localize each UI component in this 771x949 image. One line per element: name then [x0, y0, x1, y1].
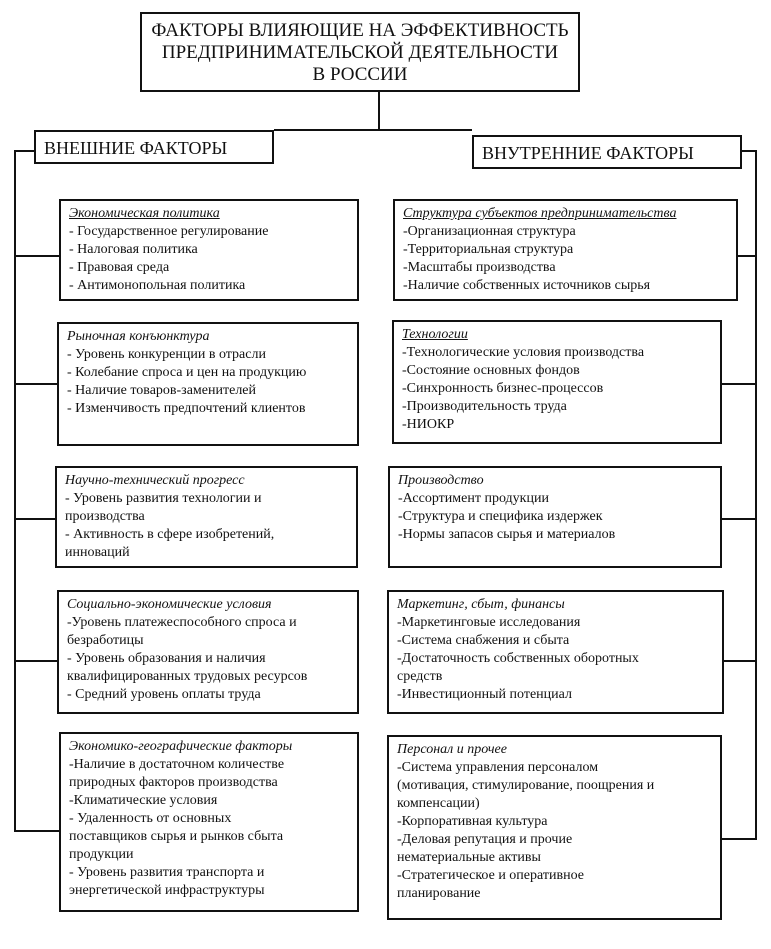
box-title: Социально-экономические условия — [67, 597, 272, 612]
box-title: Технологии — [402, 327, 468, 342]
list-item: - Правовая среда — [69, 260, 170, 275]
list-item: компенсации) — [397, 796, 480, 811]
list-item: - Изменчивость предпочтений клиентов — [67, 401, 306, 416]
external-branch-4 — [14, 660, 57, 662]
internal-box-production — [388, 466, 722, 568]
list-item: планирование — [397, 886, 481, 901]
list-item: -Технологические условия производства — [402, 345, 645, 360]
list-item: -Уровень платежеспособного спроса и — [67, 615, 297, 630]
box-title: Структура субъектов предпринимательства — [403, 206, 677, 221]
list-item: природных факторов производства — [69, 775, 278, 790]
box-title: Экономическая политика — [69, 206, 220, 221]
list-item: - Колебание спроса и цен на продукцию — [67, 365, 307, 380]
list-item: -Маркетинговые исследования — [397, 615, 581, 630]
internal-box-marketing — [387, 590, 724, 714]
external-branch-1 — [14, 255, 59, 257]
external-box-market — [57, 322, 359, 446]
list-item: - Уровень конкуренции в отрасли — [67, 347, 266, 362]
external-box-geographic — [59, 732, 359, 912]
title-line-1: ФАКТОРЫ ВЛИЯЮЩИЕ НА ЭФФЕКТИВНОСТЬ — [151, 20, 569, 41]
internal-branch-3 — [722, 518, 756, 520]
internal-trunk — [755, 150, 757, 840]
list-item: -Наличие собственных источников сырья — [403, 278, 651, 293]
list-item: -Организационная структура — [403, 224, 576, 239]
list-item: - Наличие товаров-заменителей — [67, 383, 257, 398]
list-item: -Система управления персоналом — [397, 760, 599, 775]
list-item: - Уровень развития технологии и — [65, 491, 262, 506]
list-item: -Нормы запасов сырья и материалов — [398, 527, 616, 542]
external-box-economic-policy — [59, 199, 359, 301]
internal-branch-5 — [722, 838, 756, 840]
list-item: безработицы — [67, 633, 144, 648]
list-item: -Инвестиционный потенциал — [397, 687, 572, 702]
list-item: квалифицированных трудовых ресурсов — [67, 669, 308, 684]
internal-trunk-top — [742, 150, 756, 152]
list-item: - Государственное регулирование — [69, 224, 269, 239]
internal-factors-header: ВНУТРЕННИЕ ФАКТОРЫ — [472, 135, 742, 169]
list-item: - Средний уровень оплаты труда — [67, 687, 261, 702]
list-item: -НИОКР — [402, 417, 455, 432]
list-item: -Наличие в достаточном количестве — [69, 757, 285, 772]
list-item: продукции — [69, 847, 134, 862]
external-box-socio-economic — [57, 590, 359, 714]
list-item: -Территориальная структура — [403, 242, 574, 257]
title-line-3: В РОССИИ — [312, 64, 408, 85]
list-item: средств — [397, 669, 443, 684]
box-title: Маркетинг, сбыт, финансы — [397, 597, 565, 612]
external-trunk — [14, 150, 16, 832]
list-item: -Структура и специфика издержек — [398, 509, 603, 524]
list-item: -Система снабжения и сбыта — [397, 633, 570, 648]
list-item: -Климатические условия — [69, 793, 218, 808]
list-item: -Ассортимент продукции — [398, 491, 549, 506]
diagram-title — [140, 12, 580, 92]
box-title: Экономико-географические факторы — [69, 739, 293, 754]
list-item: -Стратегическое и оперативное — [397, 868, 584, 883]
box-title: Научно-технический прогресс — [65, 473, 245, 488]
list-item: - Уровень образования и наличия — [67, 651, 266, 666]
list-item: - Удаленность от основных — [69, 811, 232, 826]
list-item: -Корпоративная культура — [397, 814, 548, 829]
internal-box-technology — [392, 320, 722, 444]
list-item: -Синхронность бизнес-процессов — [402, 381, 604, 396]
list-item: (мотивация, стимулирование, поощрения и — [397, 778, 655, 793]
external-branch-5 — [14, 830, 59, 832]
title-connector-horizontal — [274, 129, 472, 131]
internal-branch-2 — [722, 383, 756, 385]
list-item: - Активность в сфере изобретений, — [65, 527, 275, 542]
title-connector-vertical — [378, 92, 380, 130]
box-title: Персонал и прочее — [397, 742, 507, 757]
box-title: Рыночная конъюнктура — [67, 329, 210, 344]
internal-branch-4 — [724, 660, 756, 662]
list-item: - Уровень развития транспорта и — [69, 865, 265, 880]
external-factors-header: ВНЕШНИЕ ФАКТОРЫ — [34, 130, 274, 164]
list-item: -Состояние основных фондов — [402, 363, 580, 378]
list-item: инноваций — [65, 545, 130, 560]
list-item: -Производительность труда — [402, 399, 567, 414]
list-item: производства — [65, 509, 145, 524]
list-item: поставщиков сырья и рынков сбыта — [69, 829, 284, 844]
internal-box-structure — [393, 199, 738, 301]
external-trunk-top — [14, 150, 34, 152]
internal-branch-1 — [738, 255, 756, 257]
internal-box-personnel — [387, 735, 722, 920]
list-item: - Налоговая политика — [69, 242, 198, 257]
external-branch-2 — [14, 383, 57, 385]
list-item: -Достаточность собственных оборотных — [397, 651, 639, 666]
list-item: -Деловая репутация и прочие — [397, 832, 573, 847]
list-item: нематериальные активы — [397, 850, 541, 865]
list-item: - Антимонопольная политика — [69, 278, 246, 293]
title-line-2: ПРЕДПРИНИМАТЕЛЬСКОЙ ДЕЯТЕЛЬНОСТИ — [161, 42, 559, 63]
box-title: Производство — [398, 473, 484, 488]
list-item: энергетической инфраструктуры — [69, 883, 265, 898]
external-branch-3 — [14, 518, 55, 520]
list-item: -Масштабы производства — [403, 260, 556, 275]
external-box-scientific-progress — [55, 466, 358, 568]
